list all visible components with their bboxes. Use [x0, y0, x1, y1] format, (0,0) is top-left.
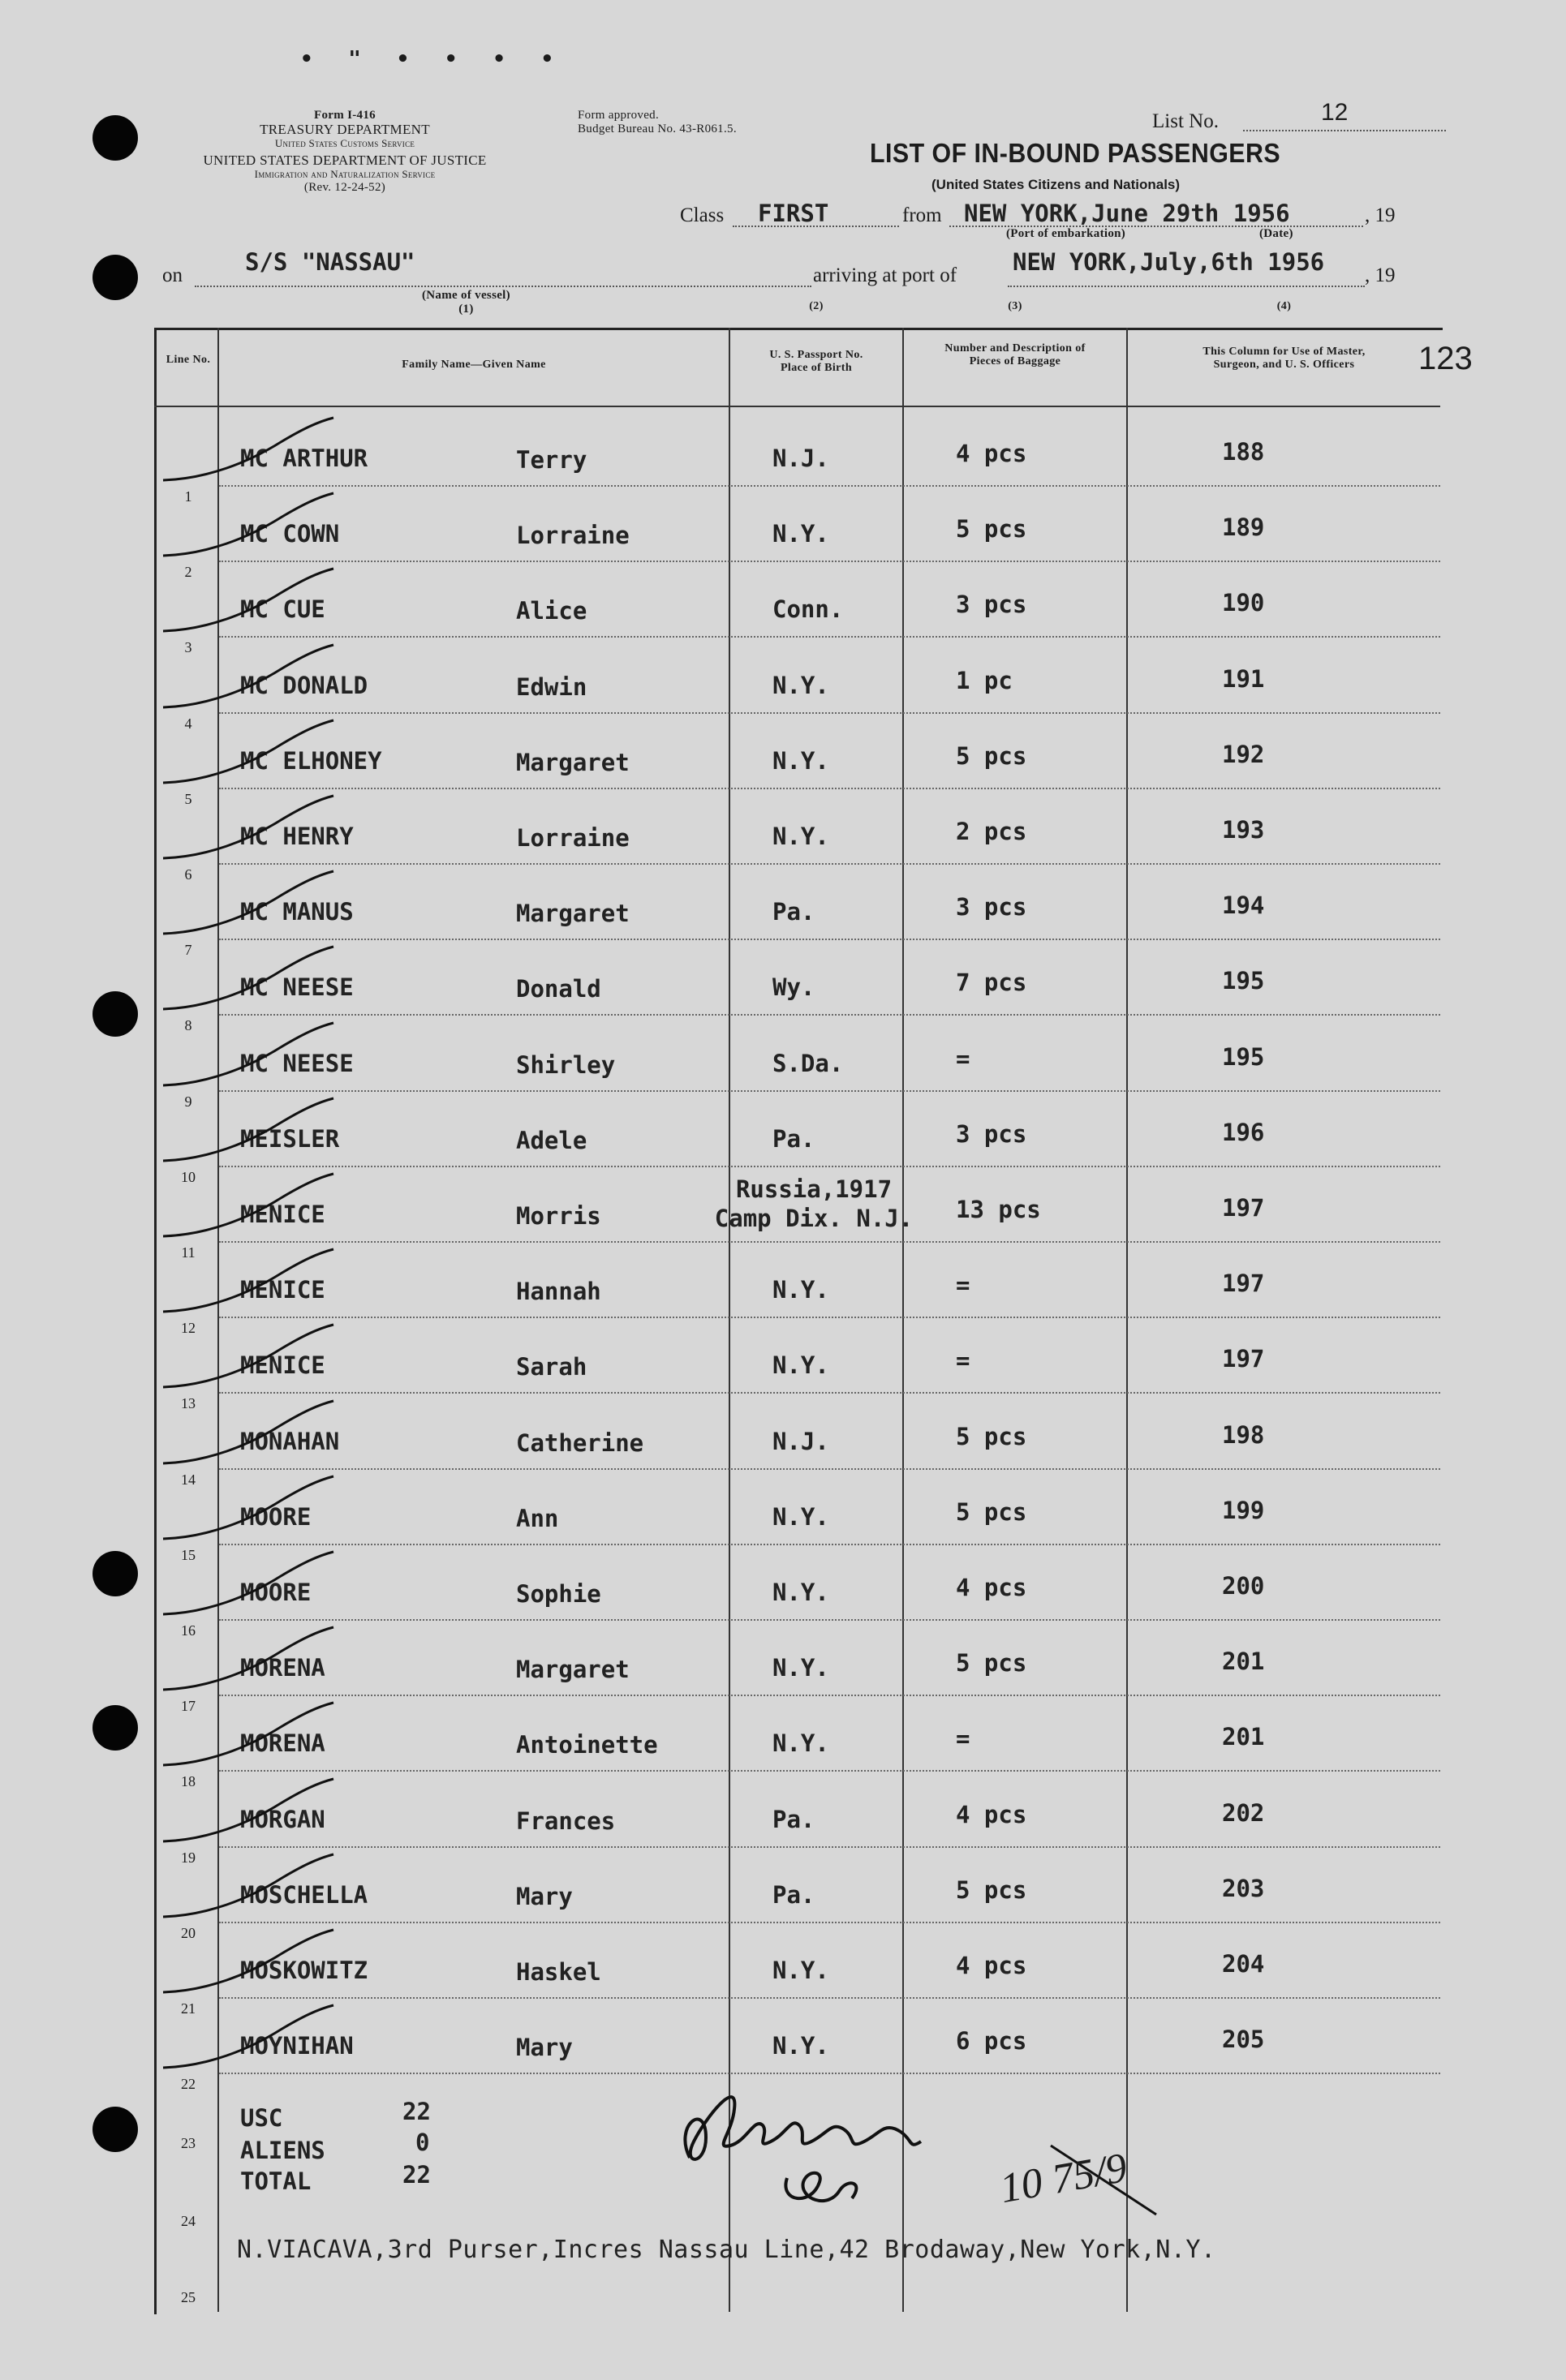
line-number: 15 — [181, 1547, 196, 1563]
officer-number: 205 — [1222, 2026, 1265, 2053]
given-name: Edwin — [516, 673, 587, 701]
col-header-baggage-num: (3) — [1008, 300, 1022, 312]
given-name: Margaret — [516, 749, 630, 776]
row-rule — [219, 788, 1440, 789]
punch-hole — [92, 1551, 138, 1596]
line-number: 13 — [181, 1395, 196, 1411]
row-rule — [219, 1166, 1440, 1167]
arriving-label: arriving at port of — [813, 264, 957, 286]
family-name: MC COWN — [240, 520, 340, 548]
row-rule — [219, 561, 1440, 562]
baggage-count: 4 pcs — [956, 440, 1027, 467]
given-name: Adele — [516, 1127, 587, 1154]
officer-number: 188 — [1222, 438, 1265, 466]
customs-service: United States Customs Service — [274, 137, 415, 149]
given-name: Lorraine — [516, 824, 630, 852]
line-number: 4 — [184, 715, 192, 732]
check-mark-icon — [159, 489, 346, 562]
purser-footer: N.VIACAVA,3rd Purser,Incres Nassau Line,42 Brodaway,New York,N.Y. — [237, 2236, 1216, 2264]
given-name: Frances — [516, 1807, 616, 1835]
check-mark-icon — [159, 1850, 346, 1923]
check-mark-icon — [159, 943, 346, 1016]
family-name: MOORE — [240, 1579, 312, 1606]
given-name: Morris — [516, 1202, 601, 1230]
line-number: 12 — [181, 1320, 196, 1336]
place-of-birth: N.Y. — [772, 1729, 829, 1757]
baggage-count: = — [956, 1045, 970, 1072]
given-name: Lorraine — [516, 522, 630, 549]
agency-block — [158, 109, 531, 195]
officer-number: 201 — [1222, 1723, 1265, 1751]
family-name: MOSCHELLA — [240, 1881, 368, 1909]
total-value: 22 — [402, 2161, 431, 2189]
baggage-count: = — [956, 1271, 970, 1299]
col-header-officers — [1128, 346, 1440, 372]
place-of-birth: N.Y. — [772, 672, 829, 699]
top-marks: • " • • • • — [300, 47, 566, 71]
row-rule — [219, 1695, 1440, 1696]
officer-number: 195 — [1222, 1043, 1265, 1071]
punch-hole — [92, 991, 138, 1037]
baggage-count: 5 pcs — [956, 515, 1027, 543]
given-name: Mary — [516, 1883, 573, 1910]
place-of-birth: Conn. — [772, 595, 844, 623]
officer-number: 191 — [1222, 665, 1265, 693]
row-rule — [219, 939, 1440, 940]
year-suffix: , 19 — [1365, 264, 1396, 286]
officer-number: 204 — [1222, 1950, 1265, 1978]
officer-number: 197 — [1222, 1345, 1265, 1373]
check-mark-icon — [159, 1019, 346, 1092]
given-name: Hannah — [516, 1278, 601, 1305]
vessel-label-text: (Name of vessel) — [422, 289, 510, 302]
officer-signature — [657, 2060, 998, 2223]
form-number: Form I-416 — [314, 109, 376, 122]
check-mark-icon — [159, 1623, 346, 1696]
line-number: 16 — [181, 1622, 196, 1639]
punch-hole — [92, 1705, 138, 1751]
place-of-birth: Wy. — [772, 973, 815, 1001]
given-name: Terry — [516, 446, 587, 474]
handwritten-note: 10 75/9 — [996, 2144, 1131, 2213]
punch-hole — [92, 115, 138, 161]
given-name: Margaret — [516, 1656, 630, 1683]
col-header-passport — [730, 349, 902, 375]
from-label: from — [902, 204, 942, 226]
page-title: LIST OF IN-BOUND PASSENGERS — [870, 138, 1281, 168]
date-label: (Date) — [1259, 227, 1293, 240]
place-of-birth: N.J. — [772, 445, 829, 472]
form-approved: Form approved. — [578, 109, 660, 122]
baggage-count: 4 pcs — [956, 1574, 1027, 1601]
col-header-name: Family Name—Given Name — [402, 359, 546, 371]
place-of-birth: N.Y. — [772, 1503, 829, 1531]
vessel-label — [422, 289, 510, 316]
officer-number: 194 — [1222, 891, 1265, 919]
given-name: Ann — [516, 1505, 559, 1532]
family-name: MC DONALD — [240, 672, 368, 699]
row-rule — [219, 1997, 1440, 1999]
col-header-baggage-text: Number and Description of Pieces of Baggage — [944, 342, 1086, 367]
officer-number: 197 — [1222, 1194, 1265, 1222]
line-number: 21 — [181, 2000, 196, 2017]
line-number: 7 — [184, 942, 192, 958]
officer-number: 198 — [1222, 1421, 1265, 1449]
row-rule — [219, 1014, 1440, 1016]
row-rule — [219, 1090, 1440, 1092]
baggage-count: 5 pcs — [956, 1876, 1027, 1904]
check-mark-icon — [159, 641, 346, 714]
line-number: 11 — [181, 1244, 196, 1261]
row-rule — [219, 1619, 1440, 1621]
row-rule — [219, 1770, 1440, 1772]
class-label: Class — [680, 204, 725, 226]
check-mark-icon — [159, 1170, 346, 1243]
given-name: Alice — [516, 597, 587, 625]
check-mark-icon — [159, 2001, 346, 2074]
usc-label: USC — [240, 2104, 283, 2132]
row-rule — [219, 636, 1440, 638]
baggage-count: 3 pcs — [956, 893, 1027, 921]
given-name: Shirley — [516, 1051, 616, 1079]
row-rule — [219, 863, 1440, 865]
baggage-count: 1 pc — [956, 667, 1013, 694]
baggage-count: 4 pcs — [956, 1952, 1027, 1979]
line-number: 18 — [181, 1773, 196, 1789]
family-name: MC ELHONEY — [240, 747, 382, 775]
punch-hole — [92, 2107, 138, 2152]
check-mark-icon — [159, 1397, 346, 1470]
year-suffix: , 19 — [1365, 204, 1396, 226]
family-name: MOYNIHAN — [240, 2032, 354, 2060]
family-name: MC ARTHUR — [240, 445, 368, 472]
line-number: 22 — [181, 2076, 196, 2092]
check-mark-icon — [159, 1926, 346, 1999]
arriving-line — [1008, 286, 1365, 287]
place-of-birth: N.Y. — [772, 1654, 829, 1682]
row-rule — [219, 1392, 1440, 1394]
revision: (Rev. 12-24-52) — [303, 181, 386, 194]
form-approved-block — [578, 109, 737, 136]
line-number: 5 — [184, 791, 192, 807]
place-of-birth: N.J. — [772, 1428, 829, 1455]
line-number: 1 — [184, 488, 192, 505]
line-number: 17 — [181, 1698, 196, 1714]
officer-number: 196 — [1222, 1119, 1265, 1146]
given-name: Catherine — [516, 1429, 644, 1457]
check-mark-icon — [159, 1321, 346, 1394]
place-of-birth: N.Y. — [772, 1957, 829, 1984]
place-of-birth: N.Y. — [772, 823, 829, 850]
family-name: MORGAN — [240, 1806, 325, 1833]
officer-number: 197 — [1222, 1269, 1265, 1297]
line-number: 3 — [184, 639, 192, 655]
line-number: 25 — [181, 2289, 196, 2305]
line-number: 8 — [184, 1017, 192, 1033]
given-name: Mary — [516, 2034, 573, 2061]
given-name: Sarah — [516, 1353, 587, 1381]
place-of-birth: N.Y. — [772, 1351, 829, 1379]
page-subtitle: (United States Citizens and Nationals) — [931, 177, 1181, 192]
baggage-count: 2 pcs — [956, 818, 1027, 845]
list-no-line — [1243, 130, 1446, 131]
family-name: MORENA — [240, 1729, 325, 1757]
check-mark-icon — [159, 867, 346, 940]
place-of-birth: Pa. — [772, 1881, 815, 1909]
baggage-count: 13 pcs — [956, 1196, 1041, 1223]
family-name: MC NEESE — [240, 973, 354, 1001]
place-of-birth: N.Y. — [772, 2032, 829, 2060]
arriving-value: NEW YORK,July,6th 1956 — [1013, 248, 1325, 276]
officer-number: 199 — [1222, 1497, 1265, 1524]
col-header-passport-text: U. S. Passport No. Place of Birth — [769, 349, 863, 374]
family-name: MENICE — [240, 1351, 325, 1379]
line-number: 6 — [184, 866, 192, 883]
list-no-label: List No. — [1152, 110, 1219, 132]
baggage-count: = — [956, 1725, 970, 1752]
punch-hole — [92, 255, 138, 300]
row-rule — [219, 1468, 1440, 1470]
class-value: FIRST — [758, 200, 829, 227]
place-of-birth: Pa. — [772, 1125, 815, 1153]
row-rule — [219, 1241, 1440, 1243]
family-name: MEISLER — [240, 1125, 340, 1153]
passenger-table — [154, 328, 1443, 2314]
line-number: 24 — [181, 2213, 196, 2229]
vessel-value: S/S "NASSAU" — [245, 248, 415, 276]
aliens-label: ALIENS — [240, 2137, 325, 2164]
col-header-passport-num: (2) — [809, 300, 824, 312]
on-label: on — [162, 264, 183, 286]
family-name: MC HENRY — [240, 823, 354, 850]
place-of-birth: Russia,1917 Camp Dix. N.J. — [714, 1175, 914, 1232]
family-name: MONAHAN — [240, 1428, 340, 1455]
officer-number: 192 — [1222, 741, 1265, 768]
place-of-birth: N.Y. — [772, 747, 829, 775]
officer-number: 202 — [1222, 1799, 1265, 1827]
baggage-count: 7 pcs — [956, 969, 1027, 996]
ins-service: Immigration and Naturalization Service — [254, 168, 436, 180]
check-mark-icon — [159, 1699, 346, 1772]
line-number: 2 — [184, 564, 192, 580]
baggage-count: 5 pcs — [956, 742, 1027, 770]
family-name: MC MANUS — [240, 898, 354, 926]
baggage-count: 5 pcs — [956, 1498, 1027, 1526]
officer-number: 189 — [1222, 513, 1265, 541]
vessel-line — [195, 286, 811, 287]
given-name: Margaret — [516, 900, 630, 927]
baggage-count: 5 pcs — [956, 1649, 1027, 1677]
place-of-birth: Pa. — [772, 1806, 815, 1833]
line-number: 23 — [181, 2135, 196, 2151]
aliens-value: 0 — [415, 2129, 430, 2156]
total-label: TOTAL — [240, 2167, 312, 2195]
vessel-col-number: (1) — [458, 303, 474, 316]
place-of-birth: N.Y. — [772, 1579, 829, 1606]
budget-bureau: Budget Bureau No. 43-R061.5. — [578, 122, 737, 135]
given-name: Sophie — [516, 1580, 601, 1608]
col-header-officers-num: (4) — [1276, 300, 1292, 312]
check-mark-icon — [159, 1548, 346, 1621]
given-name: Donald — [516, 975, 601, 1003]
treasury-dept: TREASURY DEPARTMENT — [260, 122, 430, 137]
family-name: MC CUE — [240, 595, 325, 623]
row-rule — [219, 1922, 1440, 1923]
place-of-birth: N.Y. — [772, 520, 829, 548]
baggage-count: 5 pcs — [956, 1423, 1027, 1450]
family-name: MENICE — [240, 1201, 325, 1228]
family-name: MOSKOWITZ — [240, 1957, 368, 1984]
family-name: MENICE — [240, 1276, 325, 1304]
justice-dept: UNITED STATES DEPARTMENT OF JUSTICE — [203, 153, 487, 168]
line-number: 14 — [181, 1471, 196, 1488]
baggage-count: 3 pcs — [956, 1120, 1027, 1148]
baggage-count: 3 pcs — [956, 591, 1027, 618]
row-rule — [219, 1317, 1440, 1318]
line-number: 19 — [181, 1849, 196, 1866]
check-mark-icon — [159, 1245, 346, 1318]
row-rule — [219, 1544, 1440, 1545]
officer-number: 200 — [1222, 1572, 1265, 1600]
port-embark-label: (Port of embarkation) — [1006, 227, 1126, 240]
list-no-value: 12 — [1321, 99, 1349, 126]
given-name: Haskel — [516, 1958, 601, 1986]
baggage-count: 4 pcs — [956, 1801, 1027, 1828]
from-value: NEW YORK,June 29th 1956 — [964, 200, 1290, 227]
check-mark-icon — [159, 1775, 346, 1848]
baggage-count: = — [956, 1347, 970, 1374]
officer-number: 190 — [1222, 589, 1265, 616]
usc-value: 22 — [402, 2098, 431, 2125]
check-mark-icon — [159, 792, 346, 865]
check-mark-icon — [159, 565, 346, 638]
family-name: MOORE — [240, 1503, 312, 1531]
officer-number: 203 — [1222, 1875, 1265, 1902]
line-number: 20 — [181, 1925, 196, 1941]
place-of-birth: S.Da. — [772, 1050, 844, 1077]
row-rule — [219, 712, 1440, 714]
place-of-birth: N.Y. — [772, 1276, 829, 1304]
officer-number: 195 — [1222, 967, 1265, 995]
col-header-officers-text: This Column for Use of Master, Surgeon, and U. S. Officers — [1202, 346, 1366, 371]
officer-number: 201 — [1222, 1648, 1265, 1675]
page-number: 123 — [1418, 341, 1473, 376]
check-mark-icon — [159, 414, 346, 487]
check-mark-icon — [159, 1094, 346, 1167]
family-name: MORENA — [240, 1654, 325, 1682]
column-divider — [902, 328, 904, 2312]
line-number: 10 — [181, 1169, 196, 1185]
col-header-baggage — [904, 342, 1126, 368]
given-name: Antoinette — [516, 1731, 658, 1759]
row-rule — [219, 485, 1440, 487]
col-header-line: Line No. — [166, 354, 211, 366]
line-number: 9 — [184, 1093, 192, 1110]
column-divider — [1126, 328, 1128, 2312]
officer-number: 193 — [1222, 816, 1265, 844]
header-rule — [154, 406, 1440, 407]
row-rule — [219, 1846, 1440, 1848]
column-divider — [729, 328, 730, 2312]
family-name: MC NEESE — [240, 1050, 354, 1077]
check-mark-icon — [159, 1472, 346, 1545]
place-of-birth: Pa. — [772, 898, 815, 926]
baggage-count: 6 pcs — [956, 2027, 1027, 2055]
check-mark-icon — [159, 716, 346, 789]
